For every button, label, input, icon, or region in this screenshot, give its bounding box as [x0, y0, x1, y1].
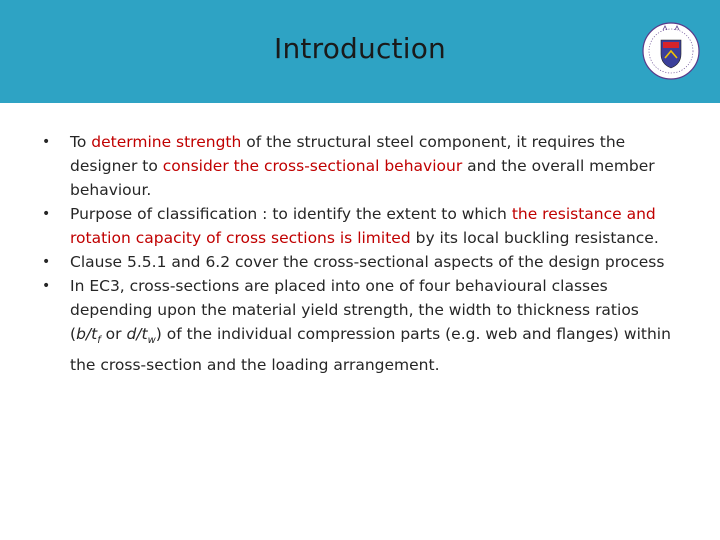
- bullet-text: and the overall member behaviour.: [70, 157, 655, 199]
- highlighted-text: consider the cross-sectional behaviour: [162, 157, 463, 175]
- bullet-text: or: [100, 325, 127, 343]
- ratio-symbol: b/t: [76, 325, 98, 343]
- slide-title: Introduction: [274, 32, 446, 65]
- ratio-subscript: f: [97, 335, 101, 347]
- bullet-text: by its local buckling resistance.: [410, 229, 659, 247]
- bullet-item: [42, 202, 672, 250]
- ratio-subscript: w: [147, 335, 156, 347]
- highlighted-text: determine strength: [91, 133, 242, 151]
- bullet-text: Purpose of classification : to identify the extent to which: [70, 205, 512, 223]
- bullet-text: Clause 5.5.1 and 6.2 cover the cross-sectional aspects of the design process: [70, 253, 665, 271]
- university-crest-icon: [639, 18, 703, 82]
- bullet-marker: •: [42, 254, 51, 270]
- highlighted-text: the resistance and rotation capacity of cross sections is limited: [70, 205, 656, 247]
- bullet-text: of the structural steel component, it requires the designer to: [70, 133, 626, 175]
- ratio-symbol: d/t: [126, 325, 148, 343]
- bullet-list: [42, 130, 672, 377]
- bullet-text: ) of the individual compression parts (e.g. web and flanges) within the cross-section and the loading arrangement.: [70, 325, 671, 375]
- bullet-item: [42, 274, 672, 377]
- bullet-marker: •: [42, 206, 51, 222]
- bullet-item: [42, 250, 672, 274]
- bullet-marker: •: [42, 278, 51, 294]
- bullet-item: [42, 130, 672, 202]
- bullet-text: In EC3, cross-sections are placed into one of four behavioural classes depending upon the material yield strength, the width to thickness ratios (: [70, 277, 639, 343]
- bullet-text: To: [70, 133, 92, 151]
- bullet-marker: •: [42, 134, 51, 150]
